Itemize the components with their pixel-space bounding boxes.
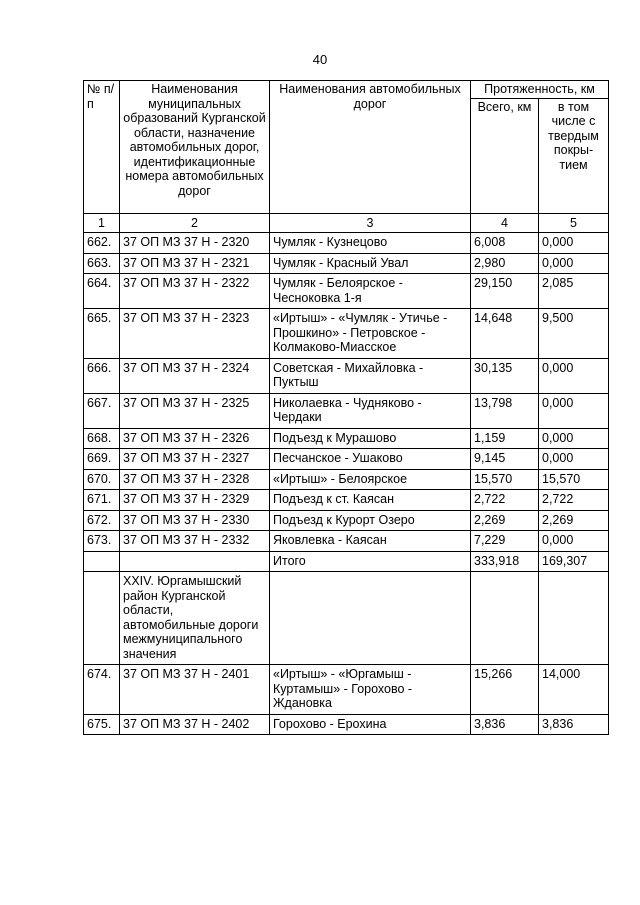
length-total: 13,798 (471, 393, 539, 428)
length-total: 3,836 (471, 714, 539, 735)
table-header (84, 81, 609, 233)
road-name: «Иртыш» - Белоярское (270, 469, 471, 490)
section-empty-cell (270, 572, 471, 665)
length-paved: 2,722 (539, 490, 609, 511)
row-number: 673. (84, 531, 120, 552)
road-name: Чумляк - Красный Увал (270, 253, 471, 274)
road-id: 37 ОП МЗ 37 Н - 2322 (120, 274, 270, 309)
road-id: 37 ОП МЗ 37 Н - 2323 (120, 309, 270, 359)
row-number: 668. (84, 428, 120, 449)
section-empty-cell (471, 572, 539, 665)
length-paved: 15,570 (539, 469, 609, 490)
road-id: 37 ОП МЗ 37 Н - 2332 (120, 531, 270, 552)
length-paved: 0,000 (539, 531, 609, 552)
length-paved: 14,000 (539, 665, 609, 715)
road-name: Подъезд к ст. Каясан (270, 490, 471, 511)
road-name: Чумляк - Кузнецово (270, 233, 471, 254)
road-name: Подъезд к Мурашово (270, 428, 471, 449)
row-number: 665. (84, 309, 120, 359)
length-paved: 0,000 (539, 358, 609, 393)
column-numbers-row (84, 213, 609, 233)
length-total: 2,269 (471, 510, 539, 531)
road-name: Николаевка - Чудняково - Чердаки (270, 393, 471, 428)
length-total: 15,266 (471, 665, 539, 715)
column-number: 2 (120, 213, 270, 233)
header-municipality: Наименования муниципальных образований Курганской области, назначение автомобильных дорог, идентификационные номера автомобильных дорог (120, 81, 270, 214)
table-row (84, 309, 609, 359)
length-paved: 0,000 (539, 253, 609, 274)
header-total-km: Всего, км (471, 98, 539, 213)
length-paved: 9,500 (539, 309, 609, 359)
row-number: 675. (84, 714, 120, 735)
row-number: 670. (84, 469, 120, 490)
length-paved: 0,000 (539, 428, 609, 449)
row-number: 664. (84, 274, 120, 309)
road-name: «Иртыш» - «Чумляк - Утичье - Прошкино» - Петровское - Колмаково-Миасское (270, 309, 471, 359)
table-row (84, 531, 609, 552)
length-paved: 0,000 (539, 449, 609, 470)
column-number: 3 (270, 213, 471, 233)
length-paved: 2,269 (539, 510, 609, 531)
length-total: 7,229 (471, 531, 539, 552)
length-paved: 2,085 (539, 274, 609, 309)
total-number-cell (84, 551, 120, 572)
row-number: 669. (84, 449, 120, 470)
road-name: Яковлевка - Каясан (270, 531, 471, 552)
table-row (84, 428, 609, 449)
table-row (84, 665, 609, 715)
length-total: 2,722 (471, 490, 539, 511)
header-road-name: Наименования автомобильных дорог (270, 81, 471, 214)
roads-table (83, 80, 609, 735)
length-total: 6,008 (471, 233, 539, 254)
length-paved: 0,000 (539, 393, 609, 428)
row-number: 663. (84, 253, 120, 274)
row-number: 662. (84, 233, 120, 254)
table-row (84, 233, 609, 254)
length-total: 9,145 (471, 449, 539, 470)
total-label: Итого (270, 551, 471, 572)
table-row (84, 449, 609, 470)
road-id: 37 ОП МЗ 37 Н - 2326 (120, 428, 270, 449)
length-total: 14,648 (471, 309, 539, 359)
table-row (84, 274, 609, 309)
road-id: 37 ОП МЗ 37 Н - 2328 (120, 469, 270, 490)
total-paved-cell: 169,307 (539, 551, 609, 572)
column-number: 1 (84, 213, 120, 233)
total-km-cell: 333,918 (471, 551, 539, 572)
road-id: 37 ОП МЗ 37 Н - 2402 (120, 714, 270, 735)
row-number: 667. (84, 393, 120, 428)
row-number: 671. (84, 490, 120, 511)
length-paved: 3,836 (539, 714, 609, 735)
table-row (84, 714, 609, 735)
length-total: 30,135 (471, 358, 539, 393)
length-paved: 0,000 (539, 233, 609, 254)
total-row (84, 551, 609, 572)
length-total: 2,980 (471, 253, 539, 274)
road-name: Песчанское - Ушаково (270, 449, 471, 470)
total-id-cell (120, 551, 270, 572)
road-id: 37 ОП МЗ 37 Н - 2324 (120, 358, 270, 393)
header-number: № п/п (84, 81, 120, 214)
table-row (84, 490, 609, 511)
table-body (84, 233, 609, 735)
road-id: 37 ОП МЗ 37 Н - 2330 (120, 510, 270, 531)
road-name: Горохово - Ерохина (270, 714, 471, 735)
row-number: 672. (84, 510, 120, 531)
table-row (84, 469, 609, 490)
header-length-group: Протяженность, км (471, 81, 609, 99)
table-row (84, 253, 609, 274)
length-total: 29,150 (471, 274, 539, 309)
road-id: 37 ОП МЗ 37 Н - 2320 (120, 233, 270, 254)
road-name: «Иртыш» - «Юргамыш - Куртамыш» - Горохово - Ждановка (270, 665, 471, 715)
road-name: Чумляк - Белоярское - Чесноковка 1-я (270, 274, 471, 309)
section-number-cell (84, 572, 120, 665)
road-id: 37 ОП МЗ 37 Н - 2329 (120, 490, 270, 511)
table-row (84, 510, 609, 531)
header-paved-km: в том числе с твердым покры-тием (539, 98, 609, 213)
table-row (84, 393, 609, 428)
length-total: 15,570 (471, 469, 539, 490)
table-row (84, 358, 609, 393)
road-name: Подъезд к Курорт Озеро (270, 510, 471, 531)
road-id: 37 ОП МЗ 37 Н - 2325 (120, 393, 270, 428)
road-id: 37 ОП МЗ 37 Н - 2327 (120, 449, 270, 470)
section-empty-cell (539, 572, 609, 665)
row-number: 674. (84, 665, 120, 715)
row-number: 666. (84, 358, 120, 393)
section-title: XXIV. Юргамышский район Курганской области, автомобильные дороги межмуниципального значения (120, 572, 270, 665)
page-number: 40 (312, 52, 328, 67)
section-row (84, 572, 609, 665)
length-total: 1,159 (471, 428, 539, 449)
column-number: 5 (539, 213, 609, 233)
column-number: 4 (471, 213, 539, 233)
road-id: 37 ОП МЗ 37 Н - 2321 (120, 253, 270, 274)
road-name: Советская - Михайловка - Пуктыш (270, 358, 471, 393)
road-id: 37 ОП МЗ 37 Н - 2401 (120, 665, 270, 715)
